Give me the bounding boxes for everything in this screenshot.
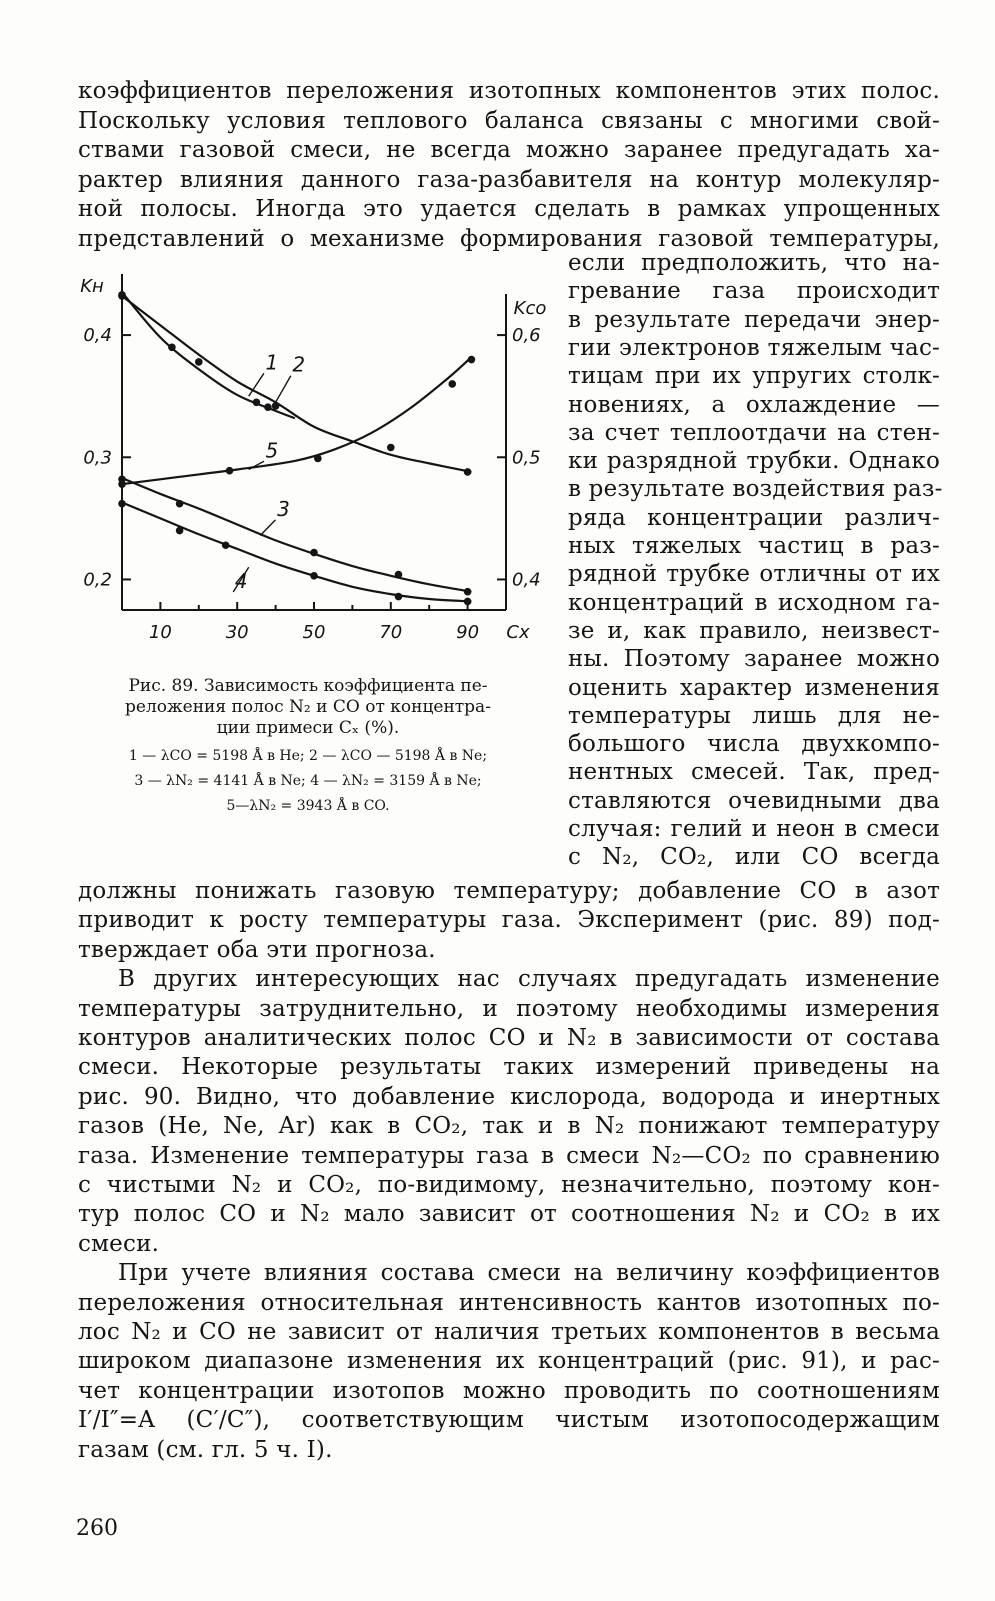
- y-left-tick-label: 0,2: [83, 569, 112, 591]
- caption-legend-line: 5—λN₂ = 3943 Å в CO.: [226, 798, 390, 814]
- curve-3: [122, 478, 471, 592]
- y-left-tick-label: 0,3: [83, 447, 112, 469]
- text-line: ки разрядной трубки. Однако: [568, 448, 940, 475]
- text-line: контуров аналитических полос CO и N₂ в зависимости от состава: [78, 1025, 940, 1051]
- text-line: широком диапазоне изменения их концентраций (рис. 91), и рас-: [78, 1348, 940, 1375]
- caption-title-line: ции примеси Cₓ (%).: [216, 718, 400, 738]
- data-point-2: [195, 358, 203, 366]
- data-point-1: [264, 403, 272, 411]
- text-line: приводит к росту температуры газа. Эксперимент (рис. 89) под-: [78, 907, 940, 934]
- text-line: температуры лишь для не-: [568, 702, 940, 729]
- data-point-4: [310, 572, 318, 580]
- text-line: При учете влияния состава смеси на величину коэффициентов: [118, 1260, 940, 1287]
- data-point-4: [395, 593, 403, 601]
- text-line: в результате передачи энер-: [568, 306, 940, 333]
- text-line: газа. Изменение температуры газа в смеси N₂—CO₂ по сравнению: [78, 1142, 940, 1169]
- data-point-2: [464, 468, 472, 476]
- data-point-5: [448, 380, 456, 388]
- data-point-3: [176, 500, 184, 508]
- data-point-2: [272, 402, 280, 410]
- text-line: большого числа двухкомпо-: [568, 731, 940, 758]
- text-line: ной полосы. Иногда это удается сделать в рамках упрощенных: [78, 196, 940, 222]
- text-line: случая: гелий и неон в смеси: [568, 816, 940, 842]
- chart-points: [118, 291, 475, 605]
- text-line: тицам при их упругих столк-: [568, 363, 940, 390]
- text-line: рактер влияния данного газа-разбавителя на контур молекуляр-: [78, 166, 940, 193]
- text-line: лос N₂ и CO не зависит от наличия третьих компонентов в весьма: [78, 1319, 940, 1345]
- data-point-5: [118, 480, 126, 488]
- text-line: оценить характер изменения: [568, 674, 940, 701]
- y-left-axis-label: Kн: [80, 276, 104, 297]
- curve-label-2: 2: [292, 352, 306, 377]
- data-point-5: [314, 455, 322, 463]
- text-line: если предположить, что на-: [568, 250, 940, 276]
- x-axis-label: Cx: [506, 622, 530, 643]
- y-right-axis-label: Kco: [513, 298, 547, 319]
- text-line: В других интересующих нас случаях предугадать изменение: [118, 966, 940, 993]
- text-line: переложения относительная интенсивность кантов изотопных по-: [78, 1289, 940, 1316]
- text-line: ряда концентрации различ-: [568, 504, 940, 531]
- curve-2: [122, 296, 471, 472]
- text-line: I′/I″=A (C′/C″), соответствующим чистым изотопосодержащим: [78, 1407, 940, 1434]
- figure-89-chart: [74, 266, 554, 686]
- text-line: смеси.: [78, 1230, 160, 1257]
- text-line: представлений о механизме формирования газовой температуры,: [78, 225, 940, 252]
- text-line: ны. Поэтому заранее можно: [568, 646, 940, 673]
- data-point-3: [395, 571, 403, 579]
- text-line: с чистыми N₂ и CO₂, по-видимому, незначительно, поэтому кон-: [78, 1172, 940, 1198]
- data-point-5: [226, 467, 234, 475]
- caption-title-line: Рис. 89. Зависимость коэффициента пе-: [128, 676, 488, 696]
- y-right-tick-label: 0,5: [512, 447, 541, 469]
- text-line: зе и, как правило, неизвест-: [568, 617, 940, 644]
- text-line: гревание газа происходит: [568, 278, 940, 305]
- text-line: газов (He, Ne, Ar) как в CO₂, так и в N₂ понижают температуру: [78, 1113, 940, 1140]
- data-point-3: [464, 588, 472, 596]
- curve-label-3: 3: [277, 496, 290, 521]
- data-point-4: [464, 598, 472, 606]
- text-line: с N₂, CO₂, или CO всегда: [568, 844, 940, 871]
- y-right-tick-label: 0,4: [512, 569, 541, 591]
- text-line: газам (см. гл. 5 ч. I).: [78, 1436, 333, 1463]
- data-point-3: [310, 549, 318, 557]
- text-line: в результате воздействия раз-: [568, 476, 943, 503]
- text-line: ставляются очевидными два: [568, 787, 940, 814]
- text-line: Поскольку условия теплового баланса связаны с многими свой-: [78, 107, 940, 134]
- text-line: ствами газовой смеси, не всегда можно заранее предугадать ха-: [78, 137, 940, 163]
- y-left-tick-label: 0,4: [83, 325, 112, 347]
- curve-label-leader: [276, 376, 291, 403]
- x-tick-label: 10: [148, 622, 172, 643]
- text-line: ных тяжелых частиц в раз-: [568, 533, 940, 559]
- curve-label-4: 4: [234, 569, 248, 594]
- text-line: должны понижать газовую температуру; добавление CO в азот: [78, 878, 940, 904]
- caption-legend-line: 1 — λCO = 5198 Å в He; 2 — λCO — 5198 Å в Ne;: [128, 748, 488, 764]
- chart-labels: [80, 276, 546, 643]
- curve-4: [122, 502, 471, 601]
- curve-label-1: 1: [265, 350, 279, 375]
- text-line: рис. 90. Видно, что добавление кислорода, водорода и инертных: [78, 1083, 940, 1110]
- data-point-4: [118, 500, 126, 508]
- x-tick-label: 90: [456, 622, 480, 643]
- text-line: концентраций в исходном га-: [568, 589, 940, 616]
- y-right-tick-label: 0,6: [512, 325, 541, 347]
- data-point-2: [387, 444, 395, 452]
- caption-legend-line: 3 — λN₂ = 4141 Å в Ne; 4 — λN₂ = 3159 Å в Ne;: [134, 773, 482, 789]
- x-tick-label: 50: [302, 622, 326, 643]
- text-line: температуры затруднительно, и поэтому необходимы измерения: [78, 995, 940, 1022]
- text-line: тур полос CO и N₂ мало зависит от соотношения N₂ и CO₂ в их: [78, 1201, 940, 1228]
- data-point-5: [468, 356, 476, 364]
- curve-label-leader: [260, 520, 275, 536]
- text-line: смеси. Некоторые результаты таких измерений приведены на: [78, 1054, 940, 1081]
- x-tick-label: 70: [379, 622, 403, 643]
- text-line: коэффициентов переложения изотопных компонентов этих полос.: [78, 78, 940, 104]
- page-number: 260: [76, 1516, 118, 1541]
- text-line: новениях, а охлаждение —: [568, 391, 940, 418]
- data-point-4: [176, 527, 184, 535]
- chart-curves: [122, 292, 471, 601]
- data-point-2: [253, 398, 261, 406]
- data-point-2: [168, 344, 176, 352]
- data-point-2: [118, 291, 126, 299]
- chart-axes: [122, 274, 506, 610]
- text-line: гии электронов тяжелым час-: [568, 334, 940, 361]
- text-line: рядной трубке отличны от их: [568, 561, 940, 588]
- text-line: за счет теплоотдачи на стен-: [568, 419, 940, 446]
- text-line: тверждает оба эти прогноза.: [78, 936, 436, 963]
- x-tick-label: 30: [225, 622, 249, 643]
- text-line: нентных смесей. Так, пред-: [568, 759, 940, 786]
- caption-title-line: реложения полос N₂ и CO от концентра-: [125, 697, 491, 717]
- data-point-4: [222, 541, 230, 549]
- curve-label-5: 5: [265, 438, 279, 463]
- text-line: чет концентрации изотопов можно проводить по соотношениям: [78, 1377, 940, 1404]
